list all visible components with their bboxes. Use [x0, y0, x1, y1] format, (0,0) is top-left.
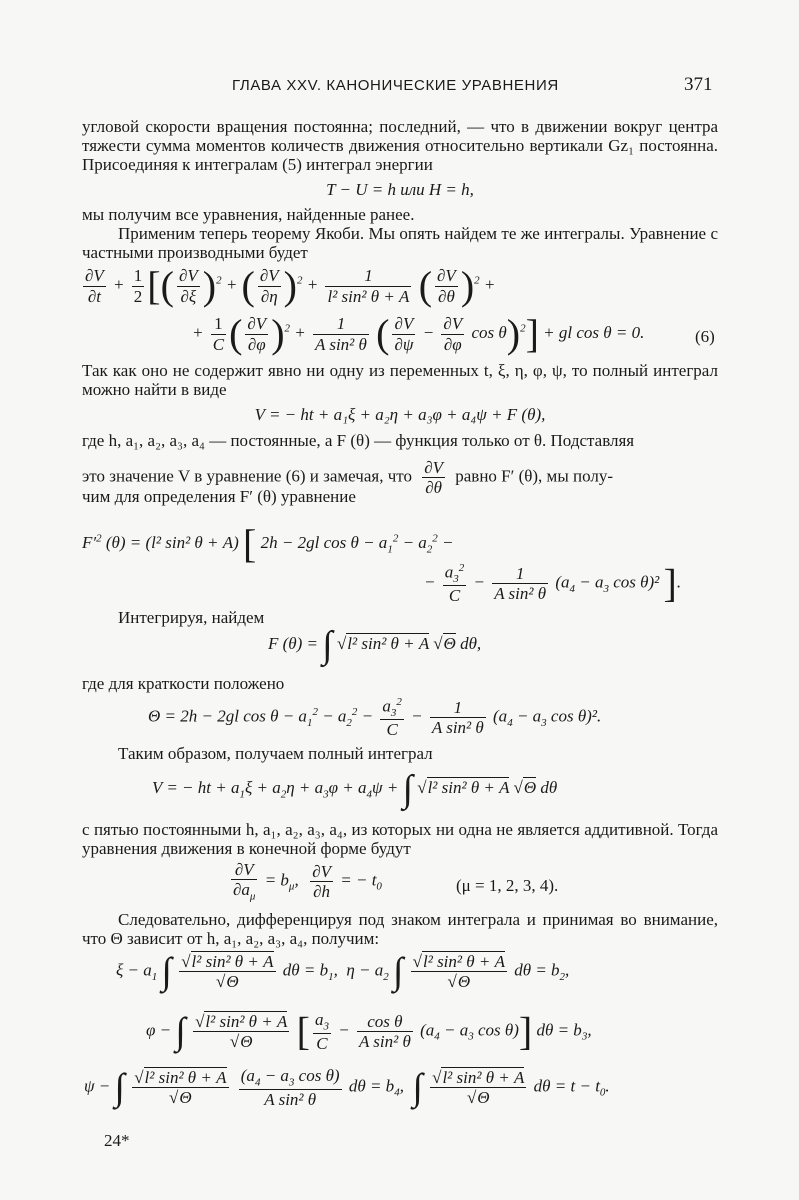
- paragraph-8: Таким образом, получаем полный интеграл: [118, 744, 433, 763]
- chapter-header: ГЛАВА XXV. КАНОНИЧЕСКИЕ УРАВНЕНИЯ: [232, 77, 559, 94]
- equation-6-line-1: $\frac{\partial V}{\partial t}$ + $\frac{1}{2}$ [( $\frac{\partial V}{\partial\xi}$ )$^2$ + ( $\frac{\partial V}{\partial\eta}$ )$^2$ + $\frac{1}{\text{l² sin² θ + A}}$ ( $\frac{\partial V}{\partial\theta}$ )$^2$ +: [85, 263, 496, 308]
- paragraph-5a: где h, a₁, a₂, a₃, a₄ — постоянные, а F (θ) — функция только от θ. Подставляя: [82, 431, 635, 450]
- equation-mu-range: (μ = 1, 2, 3, 4).: [456, 876, 559, 895]
- paragraph-7: где для краткости положено: [82, 674, 285, 693]
- paragraph-5b-text: это значение V в уравнение (6) и замечая, что: [82, 466, 412, 486]
- paragraph-4: Так как оно не содержит явно ни одну из переменных t, ξ, η, φ, ψ, то полный интеграл можно найти в виде: [82, 361, 718, 400]
- equation-F-integral: F (θ) = ∫ √l² sin² θ + A √Θ dθ,: [268, 624, 482, 666]
- paragraph-3: Применим теперь теорему Якоби. Мы опять найдем те же интегралы. Уравнение с частными производными будет: [82, 224, 718, 263]
- paragraph-5c-text: равно F′ (θ), мы полу-: [455, 466, 614, 486]
- equation-6-line-2: + $\frac{1}{C}$ ( $\frac{\partial V}{\partial\varphi}$ )$^2$ + $\frac{1}{\text{A sin² θ}}$ ( $\frac{\partial V}{\partial\psi}$ − $\frac{\partial V}{\partial\varphi}$ cos θ)$^2$] + gl cos θ = 0.: [192, 311, 645, 356]
- signature-mark: 24*: [104, 1131, 130, 1150]
- paragraph-5d: чим для определения F′ (θ) уравнение: [82, 487, 356, 506]
- equation-final-3: ψ − ∫ $\frac{\text{√l² sin² θ + A}}{√\Theta}$ $\frac{(a_4 - a_3 \cos \theta)}{\text{A sin² θ}}$ $d\theta = b_4$, ∫ $\frac{\text{√l² sin² θ + A}}{√\Theta}$ $d\theta = t - t_0$.: [84, 1066, 610, 1109]
- paragraph-9: с пятью постоянными h, a₁, a₂, a₃, a₄, из которых ни одна не является аддитивной. Тогда уравнения движения в конечной форме будут: [82, 820, 718, 859]
- paragraph-5b: это значение V в уравнение (6) и замечая, что $\frac{\partial V}{\partial\theta}$ равно F′ (θ), мы полу-: [82, 458, 614, 498]
- page-number: 371: [684, 74, 713, 95]
- paragraph-2: мы получим все уравнения, найденные ранее.: [82, 205, 415, 224]
- paragraph-1: угловой скорости вращения постоянна; последний, — что в движении вокруг центра тяжести сумма моментов количеств движения относительно вертикали Gz₁ постоянна. Присоединяя к интегралам (5) интеграл энергии: [82, 117, 718, 175]
- equation-energy: T − U = h или H = h,: [326, 180, 474, 199]
- equation-6-label: (6): [695, 327, 715, 346]
- equation-V: V = − ht + a₁ξ + a₂η + a₃φ + a₄ψ + F (θ),: [254, 405, 546, 424]
- equation-complete-integral: V = − ht + $a_1\xi + a_2\eta + a_3\varphi + a_4\psi$ + ∫ √l² sin² θ + A √Θ dθ: [152, 768, 558, 810]
- equation-final-2: φ − ∫ $\frac{\text{√l² sin² θ + A}}{√\Theta}$ [ $\frac{a_3}{C}$ − $\frac{\text{cos θ}}{\text{A sin² θ}}$ ($a_4 - a_3$ cos θ)] $d\theta = b_3$,: [146, 1008, 592, 1054]
- equation-motion: $\frac{\partial V}{\partial a_\mu}$ = $b_\mu$, $\frac{\partial V}{\partial h}$ = − $t_0$: [233, 860, 382, 903]
- equation-F-prime-line-2: − $\frac{a_3^2}{C}$ − $\frac{1}{\text{A sin² θ}}$ ($a_4 - a_3$ cos θ)² ].: [424, 560, 682, 606]
- equation-final-1: $\xi - a_1$ ∫ $\frac{\text{√l² sin² θ + A}}{√\Theta}$ $d\theta = b_1$, $\eta - a_2$ ∫ $\frac{\text{√l² sin² θ + A}}{√\Theta}$ $d\theta = b_2$,: [116, 950, 570, 993]
- equation-F-prime-line-1: $F'^2$ (θ) = (l² sin² θ + A) [ 2h − 2gl $\cos \theta - a_1^2 - a_2^2$ −: [82, 521, 454, 566]
- paragraph-6: Интегрируя, найдем: [118, 608, 265, 627]
- paragraph-10: Следовательно, дифференцируя под знаком интеграла и принимая во внимание, что Θ зависит от h, a₁, a₂, a₃, a₄, получим:: [82, 910, 718, 949]
- equation-Theta: Θ = 2h − 2gl $\cos \theta - a_1^2 - a_2^2$ − $\frac{a_3^2}{C}$ − $\frac{1}{\text{A sin² θ}}$ ($a_4 - a_3$ cos θ)².: [148, 696, 602, 740]
